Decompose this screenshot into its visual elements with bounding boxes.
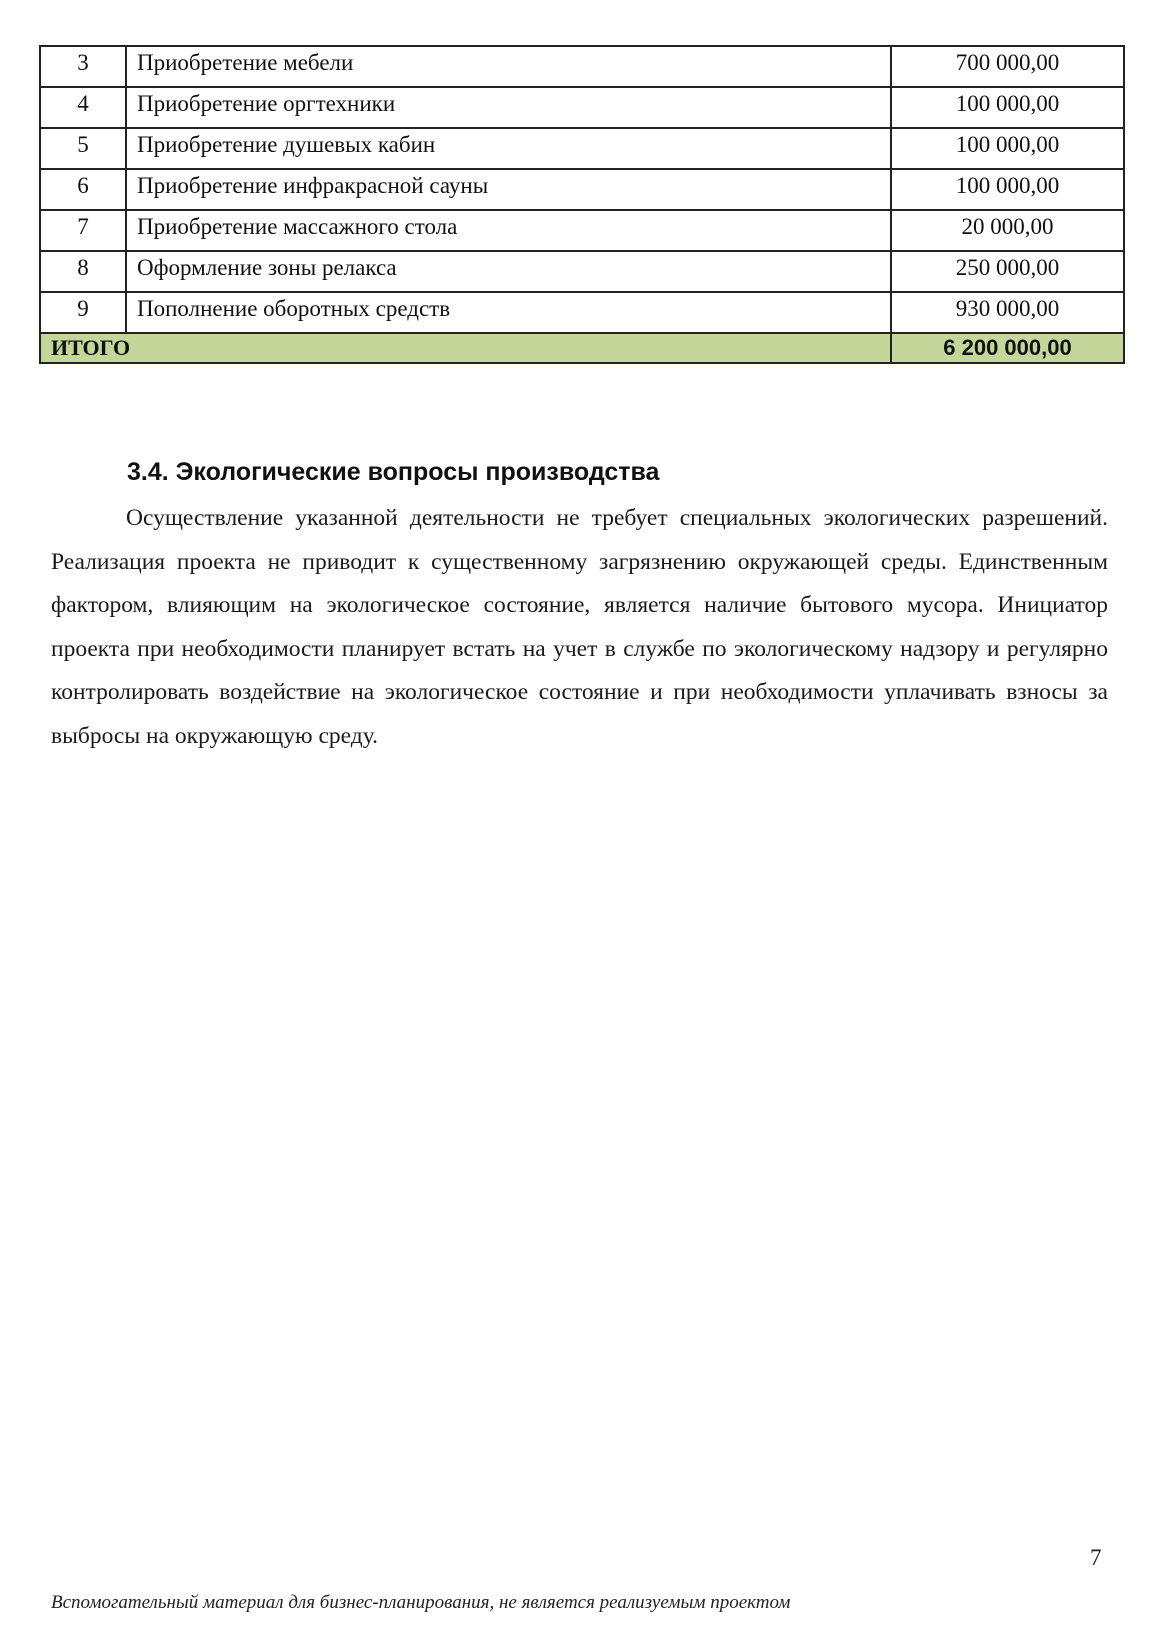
row-amount: 100 000,00 <box>891 87 1124 128</box>
row-item-name: Приобретение оргтехники <box>126 87 891 128</box>
total-label: ИТОГО <box>40 333 891 363</box>
row-number: 8 <box>40 251 126 292</box>
row-number: 6 <box>40 169 126 210</box>
row-amount: 100 000,00 <box>891 169 1124 210</box>
row-amount: 20 000,00 <box>891 210 1124 251</box>
row-item-name: Оформление зоны релакса <box>126 251 891 292</box>
row-item-name: Приобретение инфракрасной сауны <box>126 169 891 210</box>
row-number: 3 <box>40 46 126 87</box>
row-item-name: Приобретение душевых кабин <box>126 128 891 169</box>
row-amount: 700 000,00 <box>891 46 1124 87</box>
row-amount: 930 000,00 <box>891 292 1124 333</box>
row-amount: 250 000,00 <box>891 251 1124 292</box>
cost-table <box>39 45 1125 364</box>
table-row <box>40 169 1124 210</box>
row-number: 7 <box>40 210 126 251</box>
row-item-name: Приобретение массажного стола <box>126 210 891 251</box>
row-item-name: Пополнение оборотных средств <box>126 292 891 333</box>
row-number: 4 <box>40 87 126 128</box>
row-number: 9 <box>40 292 126 333</box>
table-row <box>40 251 1124 292</box>
section-heading: 3.4. Экологические вопросы производства <box>127 458 660 486</box>
footer-note: Вспомогательный материал для бизнес-планирования, не является реализуемым проектом <box>51 1592 791 1613</box>
table-row <box>40 210 1124 251</box>
page-number: 7 <box>1090 1545 1102 1570</box>
table-row <box>40 46 1124 87</box>
row-amount: 100 000,00 <box>891 128 1124 169</box>
table-row <box>40 128 1124 169</box>
row-number: 5 <box>40 128 126 169</box>
section-body-paragraph: Осуществление указанной деятельности не требует специальных экологических разрешений. Реализация проекта не приводит к существенному загрязнению окружающей среды. Единственным фактором, влияющим на экологическое состояние, является наличие бытового мусора. Инициатор проекта при необходимости планирует встать на учет в службе по экологическому надзору и регулярно контролировать воздействие на экологическое состояние и при необходимости уплачивать взносы за выбросы на окружающую среду. <box>51 505 1108 749</box>
total-amount: 6 200 000,00 <box>891 333 1124 363</box>
table-row <box>40 292 1124 333</box>
row-item-name: Приобретение мебели <box>126 46 891 87</box>
total-row <box>40 333 1124 363</box>
table-row <box>40 87 1124 128</box>
